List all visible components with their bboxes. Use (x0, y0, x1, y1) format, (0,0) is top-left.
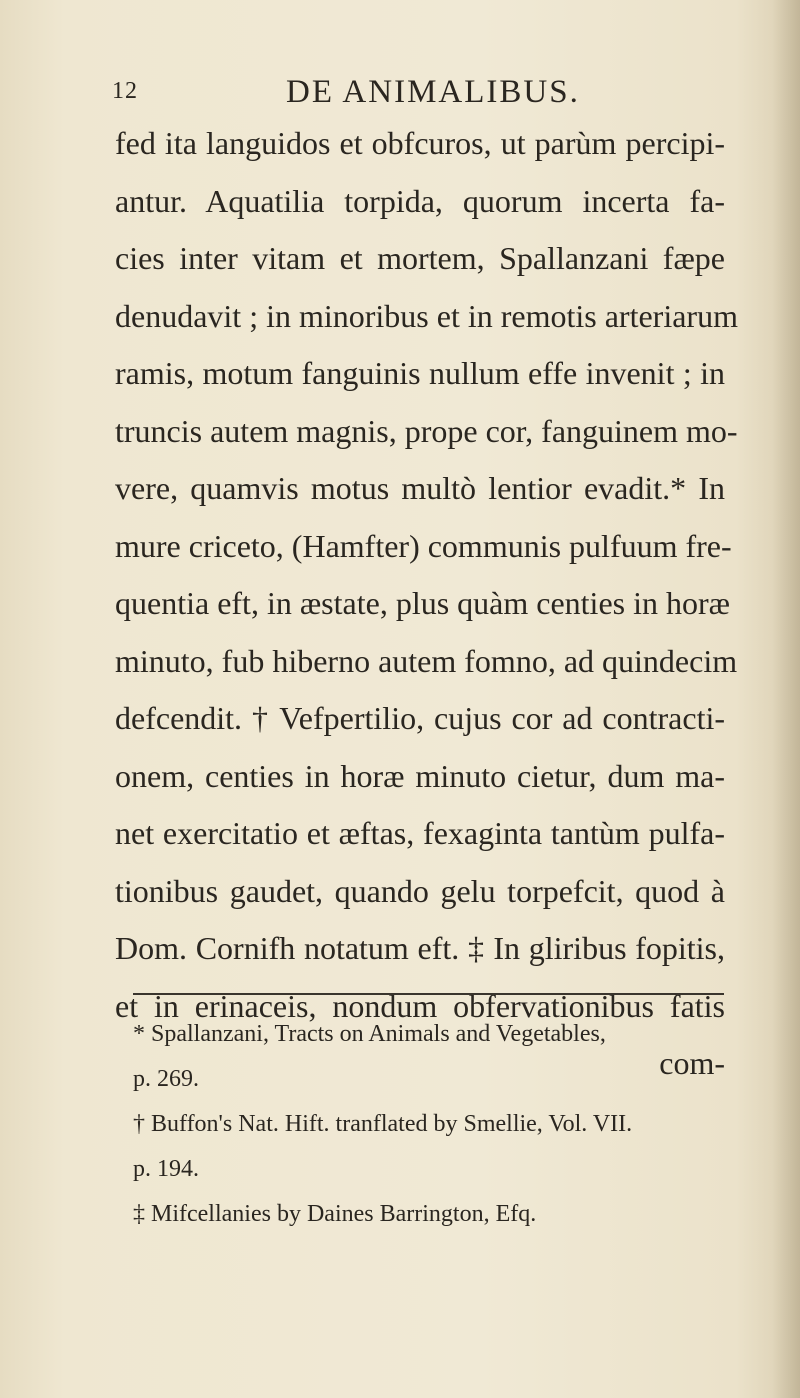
text-line: minuto, fub hiberno autem fomno, ad quindecim (115, 642, 738, 679)
page-number: 12 (112, 78, 138, 104)
text-line: fed ita languidos et obfcuros, ut parùm percipi- (115, 125, 725, 161)
footnote-rule (133, 993, 724, 995)
text-line: cies inter vitam et mortem, Spallanzani fæpe (115, 240, 725, 276)
text-line: mure criceto, (Hamfter) communis pulfuum fre- (115, 527, 732, 564)
page-edge-shadow (772, 0, 800, 1398)
text-line: et in erinaceis, nondum obfervationibus fatis (115, 987, 725, 1024)
footnote-line: * Spallanzani, Tracts on Animals and Vegetables, (133, 1021, 606, 1047)
text-line: Dom. Cornifh notatum eft. ‡ In gliribus fopitis, (115, 930, 725, 966)
text-line: quentia eft, in æstate, plus quàm centies in horæ (115, 585, 730, 621)
text-line: defcendit. † Vefpertilio, cujus cor ad contracti- (115, 700, 725, 736)
footnote-line: † Buffon's Nat. Hift. tranflated by Smellie, Vol. VII. (133, 1111, 633, 1137)
text-line: vere, quamvis motus multò lentior evadit.* In (115, 470, 725, 506)
body-text (115, 115, 738, 1093)
catchword: com- (659, 1045, 725, 1081)
text-line: tionibus gaudet, quando gelu torpefcit, quod à (115, 872, 725, 909)
running-head: DE ANIMALIBUS. (286, 74, 580, 110)
text-line: denudavit ; in minoribus et in remotis arteriarum (115, 297, 738, 334)
footnote-line: p. 269. (133, 1066, 199, 1092)
page-header (112, 74, 712, 114)
footnote-line: p. 194. (133, 1156, 199, 1182)
text-line: antur. Aquatilia torpida, quorum incerta fa- (115, 182, 725, 219)
footnotes (133, 1012, 733, 1237)
text-line: onem, centies in horæ minuto cietur, dum ma- (115, 757, 725, 794)
text-line: truncis autem magnis, prope cor, fanguinem mo- (115, 412, 738, 449)
footnote-line: ‡ Mifcellanies by Daines Barrington, Efq. (133, 1201, 537, 1227)
text-line: net exercitatio et æftas, fexaginta tantùm pulfa- (115, 815, 725, 851)
text-line: ramis, motum fanguinis nullum effe invenit ; in (115, 355, 725, 391)
